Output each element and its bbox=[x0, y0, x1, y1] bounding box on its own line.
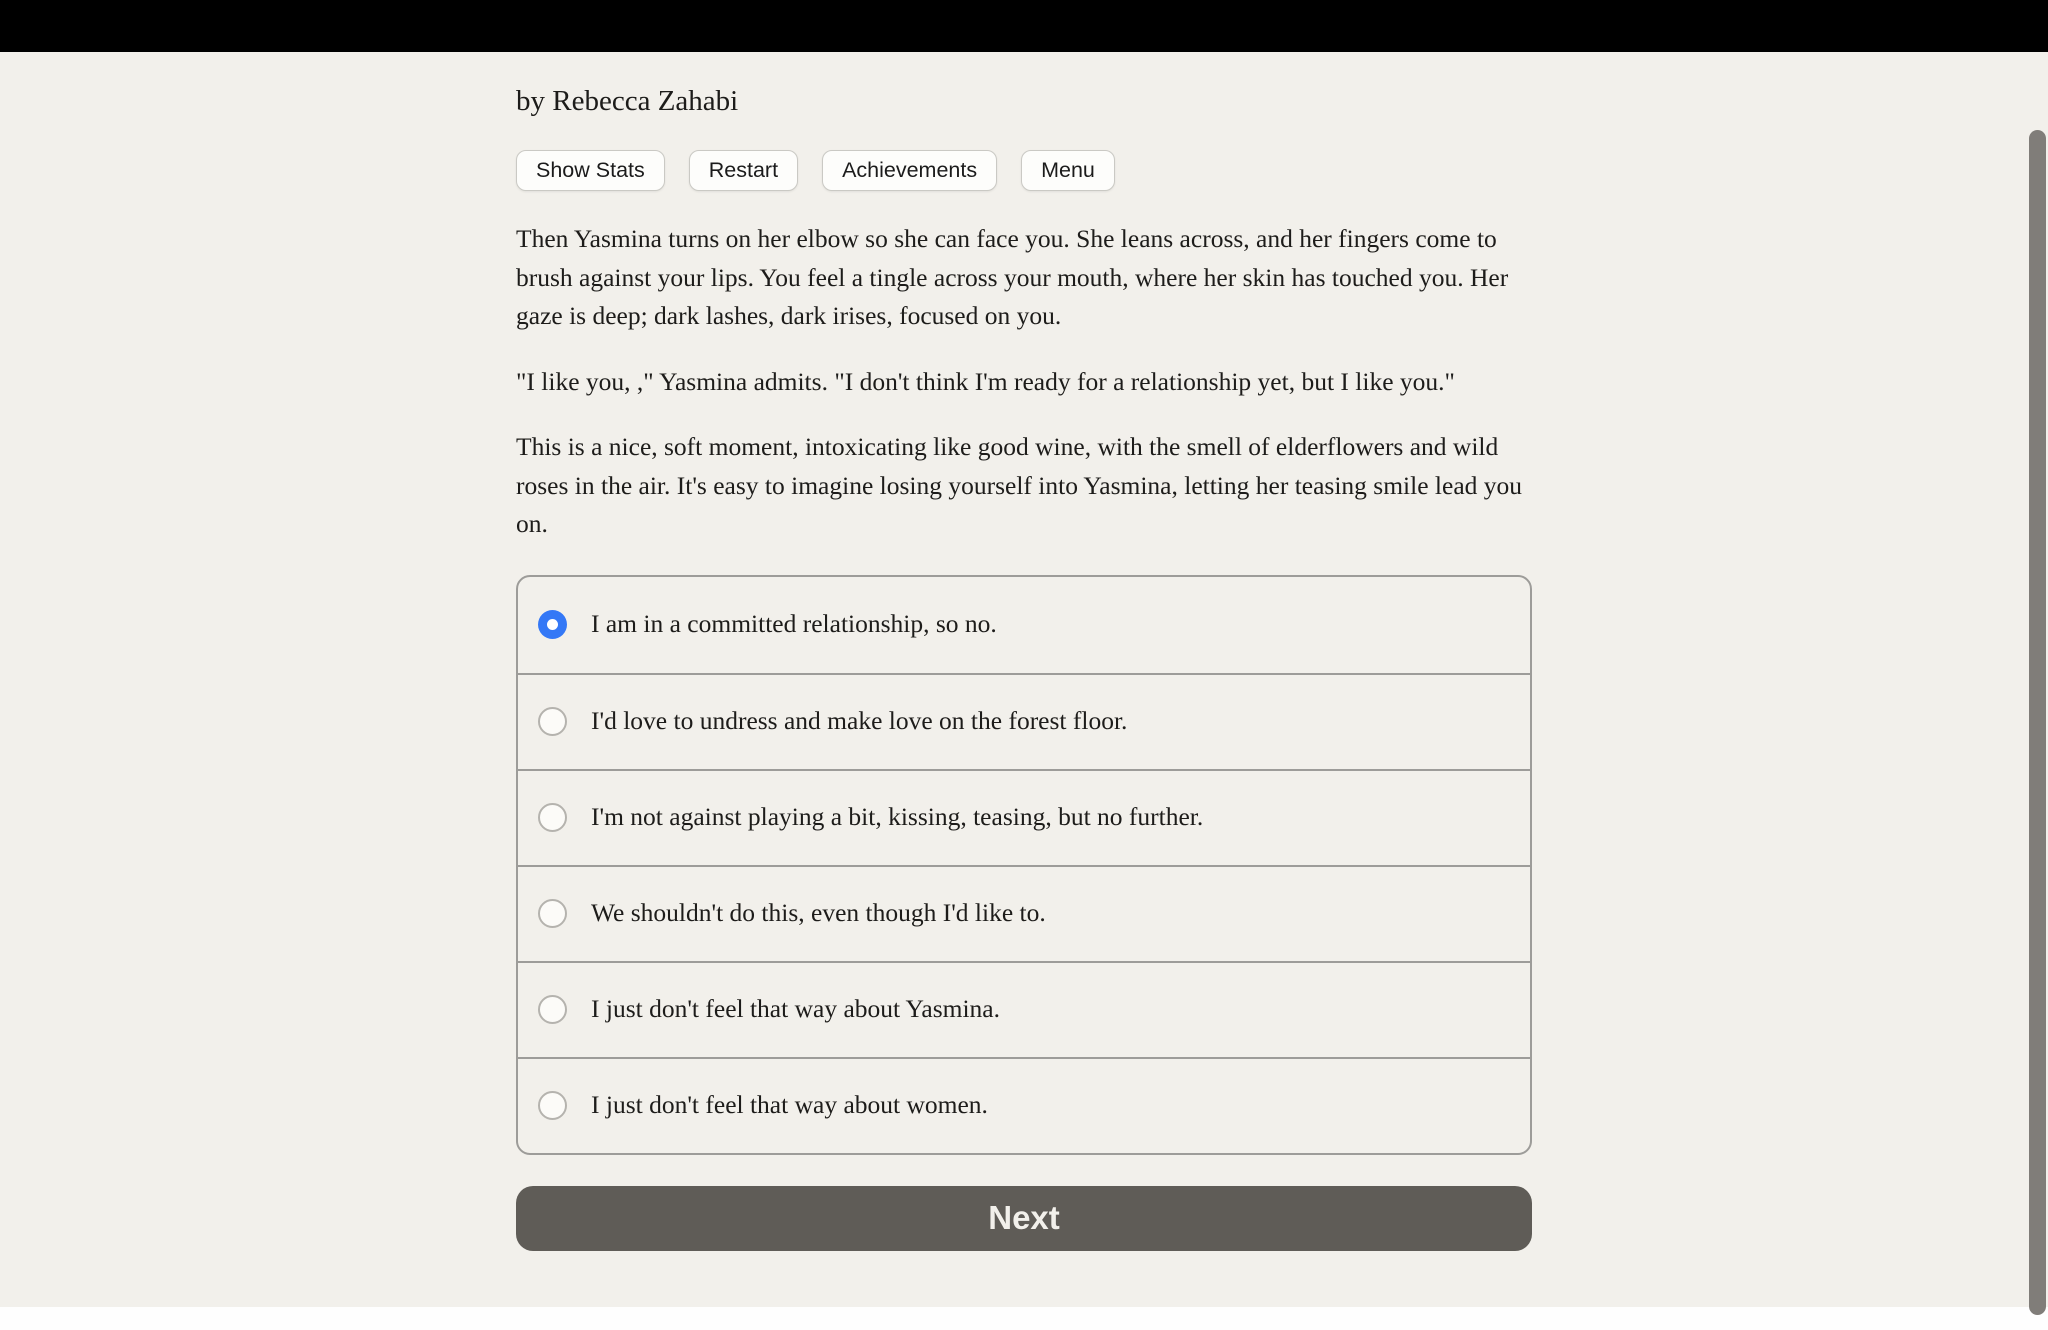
story-paragraph: Then Yasmina turns on her elbow so she can face you. She leans across, and her fingers come to brush against your lips. You feel a tingle across your mouth, where her skin has touched you. Her gaze is deep; dark lashes, dark irises, focused on you. bbox=[516, 224, 1509, 330]
radio-button[interactable] bbox=[538, 610, 567, 639]
choice-label[interactable]: I am in a committed relationship, so no. bbox=[591, 608, 997, 638]
choice-list bbox=[516, 575, 1532, 1155]
choice-option[interactable] bbox=[518, 961, 1530, 1057]
achievements-button[interactable]: Achievements bbox=[822, 150, 997, 191]
choice-label[interactable]: I just don't feel that way about Yasmina. bbox=[591, 993, 1000, 1023]
choice-label[interactable]: I'm not against playing a bit, kissing, teasing, but no further. bbox=[591, 801, 1204, 831]
choice-label[interactable]: I'd love to undress and make love on the forest floor. bbox=[591, 705, 1128, 735]
story-column bbox=[516, 52, 1532, 1251]
radio-button[interactable] bbox=[538, 1091, 567, 1120]
radio-button[interactable] bbox=[538, 899, 567, 928]
radio-button[interactable] bbox=[538, 707, 567, 736]
radio-button[interactable] bbox=[538, 995, 567, 1024]
radio-button[interactable] bbox=[538, 803, 567, 832]
bottom-white-strip bbox=[0, 1307, 2048, 1330]
story-text bbox=[516, 220, 1532, 544]
top-black-bar bbox=[0, 0, 2048, 52]
scrollbar-thumb[interactable] bbox=[2029, 130, 2046, 1315]
restart-button[interactable]: Restart bbox=[689, 150, 798, 191]
author-byline: by Rebecca Zahabi bbox=[516, 85, 739, 117]
choice-label[interactable]: I just don't feel that way about women. bbox=[591, 1089, 988, 1119]
show-stats-button[interactable]: Show Stats bbox=[516, 150, 665, 191]
choice-option[interactable] bbox=[518, 1057, 1530, 1153]
choice-label[interactable]: We shouldn't do this, even though I'd like to. bbox=[591, 897, 1046, 927]
choice-option[interactable] bbox=[518, 577, 1530, 673]
choice-option[interactable] bbox=[518, 673, 1530, 769]
story-paragraph: "I like you, ," Yasmina admits. "I don't think I'm ready for a relationship yet, but I like you." bbox=[516, 366, 1455, 396]
next-button[interactable]: Next bbox=[516, 1186, 1532, 1251]
choice-option[interactable] bbox=[518, 769, 1530, 865]
story-paragraph: This is a nice, soft moment, intoxicating like good wine, with the smell of elderflowers and wild roses in the air. It's easy to imagine losing yourself into Yasmina, letting her teasing smile lead you on. bbox=[516, 432, 1523, 538]
menu-button[interactable]: Menu bbox=[1021, 150, 1115, 191]
game-toolbar bbox=[516, 150, 1532, 191]
choice-option[interactable] bbox=[518, 865, 1530, 961]
